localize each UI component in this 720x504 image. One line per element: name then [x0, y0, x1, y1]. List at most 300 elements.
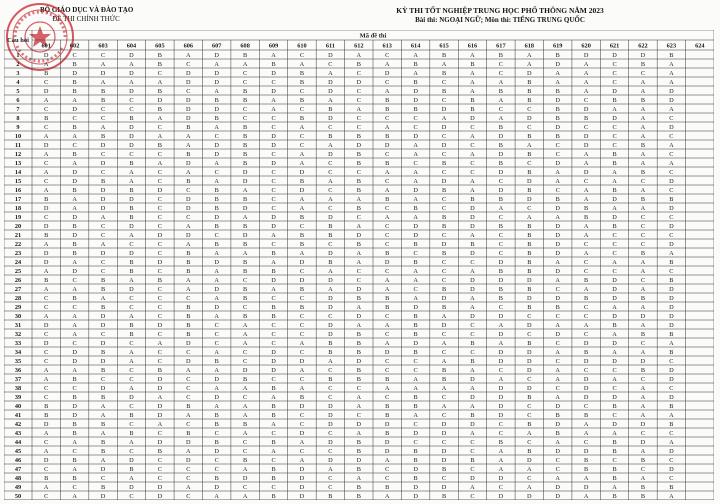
answer-cell: A [640, 123, 646, 131]
answer-cell: C [385, 177, 390, 185]
answer-cell: C [44, 294, 49, 302]
answer-cell: A [242, 339, 248, 347]
answer-cell: A [498, 447, 504, 455]
answer-cell: A [186, 168, 191, 176]
answer-cell: D [555, 60, 560, 68]
answer-cell: A [129, 276, 134, 284]
answer-cell: C [385, 366, 390, 374]
answer-cell: B [385, 249, 390, 257]
answer-cell: B [498, 222, 503, 230]
answer-cell: A [384, 492, 390, 500]
answer-cell: B [527, 285, 532, 293]
answer-cell: A [356, 474, 362, 482]
answer-cell: C [413, 438, 418, 446]
answer-cell: A [72, 285, 77, 293]
answer-cell: A [72, 258, 77, 266]
answer-cell: D [328, 78, 333, 86]
answer-cell: A [640, 348, 646, 356]
answer-cell: D [328, 249, 333, 257]
answer-cell: A [583, 78, 589, 86]
answer-cell: A [43, 483, 49, 491]
answer-cell: D [214, 51, 219, 59]
answer-cell: A [271, 420, 276, 428]
answer-cell: C [328, 60, 333, 68]
answer-cell: A [498, 321, 504, 329]
answer-cell: A [299, 249, 305, 257]
answer-cell: C [669, 384, 674, 392]
answer-cell: A [555, 276, 560, 284]
answer-cell: D [328, 330, 333, 338]
answer-cell: C [157, 303, 162, 311]
answer-cell: C [385, 465, 390, 473]
answer-cell: A [72, 204, 77, 212]
answer-cell: C [612, 69, 617, 77]
answer-cell: C [72, 483, 77, 491]
answer-cell: A [640, 303, 646, 311]
answer-cell: B [470, 96, 475, 104]
answer-cell: D [612, 276, 617, 284]
answer-cell: A [43, 96, 49, 104]
answer-cell: C [413, 420, 418, 428]
answer-cell: C [328, 186, 333, 194]
answer-cell: B [100, 177, 106, 185]
answer-cell: D [72, 267, 77, 275]
answer-cell: A [470, 366, 475, 374]
answer-cell: C [441, 132, 447, 140]
answer-cell: B [413, 330, 418, 338]
answer-cell: C [584, 402, 589, 410]
answer-cell: D [186, 204, 191, 212]
answer-cell: D [555, 402, 560, 410]
answer-cell: C [498, 240, 503, 248]
answer-cell: C [356, 384, 361, 392]
answer-cell: B [527, 339, 532, 347]
answer-cell: B [72, 474, 77, 482]
answer-cell: C [470, 438, 475, 446]
answer-cell: A [555, 393, 560, 401]
answer-cell: D [129, 285, 134, 293]
answer-cell: C [385, 474, 390, 482]
answer-cell: B [157, 51, 162, 59]
answer-cell: C [44, 159, 49, 167]
answer-cell: A [242, 492, 248, 500]
answer-cell: A [299, 438, 305, 446]
answer-cell: A [669, 105, 674, 113]
answer-cell: C [470, 123, 475, 131]
answer-cell: B [299, 96, 305, 104]
answer-cell: D [527, 276, 532, 284]
answer-cell: B [186, 150, 191, 158]
answer-cell: B [271, 303, 276, 311]
question-number: 13 [14, 159, 22, 167]
answer-cell: A [72, 438, 77, 446]
answer-cell: D [470, 285, 475, 293]
answer-cell: D [527, 114, 532, 122]
answer-cell: D [441, 294, 447, 302]
answer-cell: A [129, 231, 134, 239]
answer-cell: D [669, 321, 674, 329]
answer-cell: D [100, 465, 106, 473]
answer-cell: D [242, 204, 248, 212]
answer-cell: C [299, 222, 305, 230]
answer-cell: B [186, 123, 191, 131]
answer-cell: C [328, 366, 333, 374]
answer-cell: B [441, 375, 447, 383]
answer-cell: A [299, 195, 305, 203]
answer-cell: D [43, 249, 49, 257]
answer-cell: C [669, 132, 674, 140]
answer-cell: D [498, 474, 504, 482]
answer-cell: C [413, 249, 418, 257]
exam-code-623: 623 [666, 42, 677, 50]
answer-cell: B [214, 474, 219, 482]
answer-cell: C [243, 114, 248, 122]
answer-cell: A [384, 321, 390, 329]
answer-cell: A [640, 321, 646, 329]
answer-cell: D [612, 195, 617, 203]
answer-cell: B [157, 141, 162, 149]
answer-cell: B [413, 312, 418, 320]
answer-cell: A [271, 231, 276, 239]
answer-cell: A [413, 384, 418, 392]
answer-cell: D [157, 402, 163, 410]
answer-cell: A [129, 348, 134, 356]
answer-cell: A [612, 168, 617, 176]
answer-cell: C [271, 186, 276, 194]
answer-cell: C [640, 231, 646, 239]
answer-cell: B [470, 411, 475, 419]
exam-code-622: 622 [638, 42, 648, 50]
answer-cell: B [470, 339, 475, 347]
question-number: 18 [14, 204, 22, 212]
answer-cell: C [186, 348, 191, 356]
answer-cell: B [214, 96, 219, 104]
answer-cell: C [214, 132, 219, 140]
answer-cell: B [413, 240, 418, 248]
answer-cell: B [441, 285, 447, 293]
exam-code-624: 624 [695, 42, 705, 50]
answer-cell: B [100, 276, 106, 284]
answer-cell: A [612, 348, 617, 356]
answer-cell: A [328, 267, 333, 275]
answer-cell: B [243, 456, 248, 464]
answer-cell: B [328, 105, 333, 113]
answer-cell: B [669, 195, 674, 203]
answer-cell: B [186, 249, 191, 257]
answer-cell: D [470, 114, 475, 122]
answer-cell: C [470, 330, 475, 338]
answer-cell: D [328, 213, 333, 221]
answer-cell: C [157, 168, 162, 176]
answer-cell: A [242, 402, 248, 410]
answer-cell: C [441, 168, 447, 176]
answer-cell: C [356, 411, 361, 419]
answer-cell: D [186, 159, 191, 167]
answer-cell: B [72, 150, 77, 158]
answer-cell: B [356, 375, 361, 383]
answer-cell: D [328, 321, 333, 329]
answer-cell: C [214, 231, 219, 239]
answer-cell: A [555, 321, 560, 329]
exam-code-614: 614 [410, 42, 421, 50]
question-number: 40 [14, 402, 22, 410]
answer-cell: D [555, 330, 560, 338]
answer-cell: A [527, 429, 532, 437]
answer-cell: A [214, 60, 219, 68]
answer-cell: B [243, 159, 248, 167]
answer-cell: A [214, 384, 219, 392]
answer-cell: C [612, 384, 617, 392]
answer-cell: D [441, 483, 447, 491]
answer-cell: D [612, 87, 617, 95]
answer-cell: D [356, 285, 362, 293]
answer-cell: D [271, 159, 276, 167]
answer-cell: D [100, 69, 106, 77]
answer-cell: A [129, 177, 134, 185]
question-number: 39 [14, 393, 22, 401]
answer-cell: B [669, 348, 674, 356]
answer-cell: A [470, 78, 475, 86]
answer-cell: A [299, 60, 305, 68]
answer-cell: B [413, 321, 418, 329]
answer-cell: D [555, 267, 560, 275]
answer-cell: C [640, 240, 646, 248]
answer-cell: A [242, 411, 248, 419]
exam-code-603: 603 [98, 42, 108, 50]
answer-cell: C [157, 213, 162, 221]
answer-cell: D [214, 393, 219, 401]
answer-cell: B [612, 474, 617, 482]
answer-cell: D [299, 357, 305, 365]
question-number: 50 [14, 492, 22, 500]
answer-cell: B [413, 393, 418, 401]
answer-cell: D [612, 114, 617, 122]
answer-cell: A [214, 366, 219, 374]
answer-cell: D [441, 177, 447, 185]
answer-cell: C [669, 213, 674, 221]
answer-cell: C [299, 420, 305, 428]
answer-cell: D [612, 312, 617, 320]
answer-cell: C [498, 249, 503, 257]
answer-cell: A [356, 402, 362, 410]
answer-cell: D [129, 87, 134, 95]
answer-cell: D [669, 375, 674, 383]
answer-cell: C [214, 465, 219, 473]
answer-cell: C [441, 393, 447, 401]
answer-cell: A [214, 123, 219, 131]
answer-cell: B [584, 276, 589, 284]
answer-cell: C [186, 393, 191, 401]
answer-cell: D [555, 492, 560, 500]
answer-cell: B [214, 357, 219, 365]
answer-cell: B [640, 195, 646, 203]
answer-cell: A [612, 177, 617, 185]
answer-cell: D [186, 456, 191, 464]
answer-cell: D [441, 105, 447, 113]
answer-cell: D [100, 339, 106, 347]
answer-cell: C [44, 330, 49, 338]
question-number: 4 [16, 78, 20, 86]
answer-cell: C [100, 51, 106, 59]
answer-cell: B [640, 492, 646, 500]
answer-cell: D [441, 420, 447, 428]
answer-cell: B [555, 87, 560, 95]
answer-cell: A [43, 168, 49, 176]
answer-cell: B [441, 186, 447, 194]
answer-cell: B [129, 411, 134, 419]
answer-cell: D [157, 231, 163, 239]
answer-cell: C [157, 456, 162, 464]
answer-cell: B [612, 492, 617, 500]
answer-cell: B [413, 78, 418, 86]
answer-cell: C [385, 114, 390, 122]
answer-cell: D [214, 483, 219, 491]
answer-cell: C [100, 267, 106, 275]
answer-cell: A [157, 339, 163, 347]
answer-cell: A [299, 123, 305, 131]
answer-cell: A [441, 402, 447, 410]
answer-cell: D [470, 222, 475, 230]
answer-cell: A [612, 429, 617, 437]
answer-cell: C [271, 195, 276, 203]
answer-cell: B [470, 105, 475, 113]
answer-cell: B [299, 231, 305, 239]
answer-cell: B [243, 222, 248, 230]
answer-cell: B [527, 393, 532, 401]
ministry-name: BỘ GIÁO DỤC VÀ ĐÀO TẠO [40, 6, 134, 14]
answer-cell: B [243, 141, 248, 149]
question-number: 19 [14, 213, 22, 221]
answer-cell: C [640, 177, 646, 185]
answer-cell: C [328, 393, 333, 401]
question-number: 28 [14, 294, 22, 302]
answer-cell: C [100, 222, 106, 230]
answer-cell: D [356, 78, 362, 86]
answer-cell: D [583, 447, 589, 455]
answer-cell: B [441, 87, 447, 95]
answer-cell: A [157, 420, 163, 428]
question-number: 22 [14, 240, 22, 248]
answer-cell: B [243, 195, 248, 203]
answer-cell: A [384, 60, 390, 68]
answer-cell: D [271, 213, 276, 221]
question-number: 33 [14, 339, 22, 347]
answer-cell: D [186, 231, 191, 239]
answer-cell: D [299, 492, 305, 500]
answer-cell: B [186, 429, 191, 437]
answer-cell: C [385, 240, 390, 248]
answer-cell: D [669, 123, 674, 131]
answer-cell: D [555, 123, 560, 131]
answer-cell: A [43, 132, 49, 140]
answer-cell: A [583, 150, 589, 158]
answer-cell: A [583, 87, 589, 95]
exam-code-620: 620 [581, 42, 591, 50]
answer-cell: C [100, 150, 106, 158]
answer-cell: B [271, 249, 276, 257]
answer-cell: B [413, 402, 418, 410]
answer-cell: D [413, 132, 418, 140]
answer-cell: C [356, 267, 361, 275]
answer-cell: B [441, 222, 447, 230]
answer-cell: B [413, 474, 418, 482]
answer-cell: D [72, 411, 77, 419]
answer-cell: D [100, 321, 106, 329]
exam-code-612: 612 [354, 42, 364, 50]
answer-cell: C [527, 402, 532, 410]
answer-cell: C [271, 321, 276, 329]
answer-cell: D [271, 366, 276, 374]
answer-cell: B [271, 312, 276, 320]
answer-cell: C [669, 186, 674, 194]
answer-cell: C [299, 312, 305, 320]
answer-cell: B [44, 195, 49, 203]
answer-cell: C [584, 177, 589, 185]
answer-cell: C [271, 456, 276, 464]
answer-cell: D [100, 249, 106, 257]
answer-cell: A [43, 375, 49, 383]
answer-cell: C [186, 474, 191, 482]
answer-cell: B [328, 231, 333, 239]
answer-cell: A [669, 141, 674, 149]
answer-cell: C [612, 240, 617, 248]
answer-cell: B [299, 240, 305, 248]
answer-cell: C [498, 177, 503, 185]
answer-cell: A [470, 303, 475, 311]
answer-cell: C [157, 429, 162, 437]
answer-cell: D [470, 375, 475, 383]
answer-cell: C [328, 240, 333, 248]
answer-cell: D [527, 384, 532, 392]
answer-cell: C [186, 492, 191, 500]
answer-cell: A [328, 141, 333, 149]
answer-cell: D [271, 69, 276, 77]
answer-cell: A [72, 330, 77, 338]
answer-cell: B [100, 483, 106, 491]
answer-cell: B [669, 483, 674, 491]
answer-cell: C [612, 60, 617, 68]
answer-cell: D [441, 141, 447, 149]
answer-cell: A [100, 429, 106, 437]
answer-cell: D [356, 231, 362, 239]
answer-cell: C [584, 240, 589, 248]
answer-cell: B [498, 141, 503, 149]
answer-cell: B [584, 114, 589, 122]
answer-cell: A [640, 267, 646, 275]
answer-cell: C [356, 114, 361, 122]
answer-cell: D [441, 429, 447, 437]
answer-cell: B [640, 141, 646, 149]
answer-cell: B [157, 105, 162, 113]
answer-cell: B [44, 411, 49, 419]
answer-cell: A [413, 267, 418, 275]
answer-cell: D [43, 339, 49, 347]
answer-cell: B [243, 375, 248, 383]
answer-cell: C [243, 78, 248, 86]
answer-cell: B [157, 276, 162, 284]
answer-cell: D [214, 375, 219, 383]
answer-cell: A [129, 384, 134, 392]
answer-cell: B [498, 267, 503, 275]
answer-cell: C [214, 168, 219, 176]
answer-cell: B [129, 114, 134, 122]
answer-cell: B [243, 420, 248, 428]
answer-cell: A [413, 411, 418, 419]
answer-cell: C [243, 447, 248, 455]
answer-cell: B [356, 348, 361, 356]
exam-code-605: 605 [155, 42, 165, 50]
answer-cell: C [44, 78, 49, 86]
